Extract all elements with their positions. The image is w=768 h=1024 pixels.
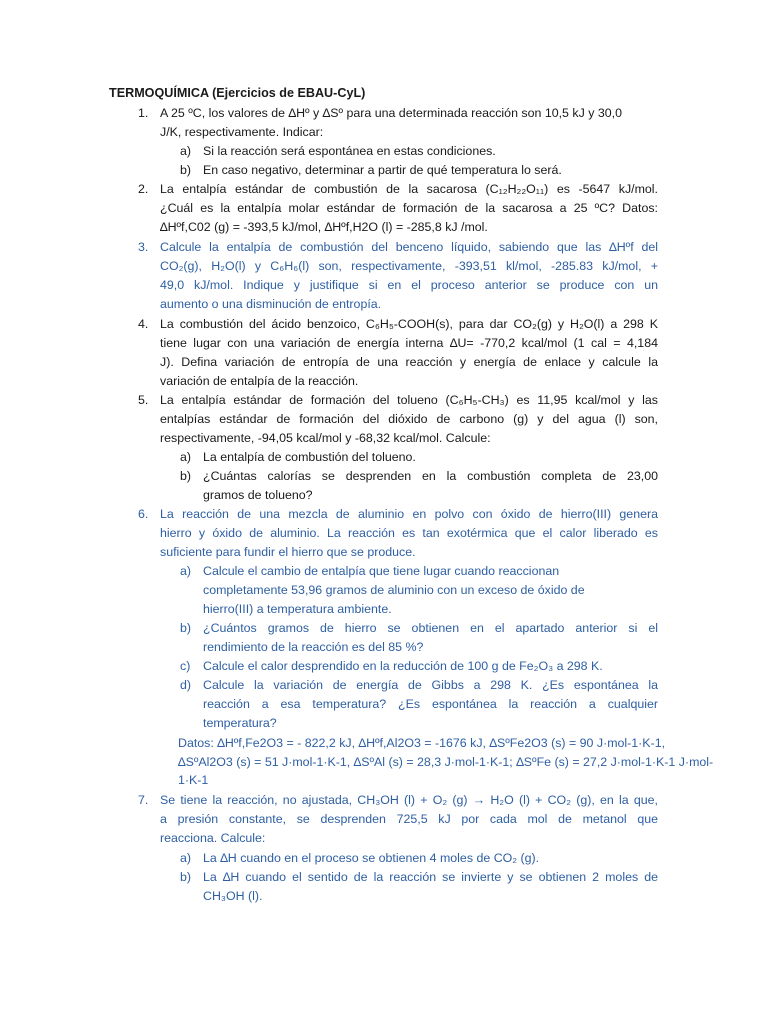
exercise-6d-line-1: Calcule la variación de energía de Gibbs a 298 K. ¿Es espontánea la <box>203 678 658 692</box>
exercise-2-number: 2. <box>138 182 149 196</box>
exercise-2-line-3: ∆Hºf,C02 (g) = -393,5 kJ/mol, ∆Hºf,H2O (l) = -285,8 kJ /mol. <box>160 220 488 234</box>
exercise-6a-line-3: hierro(III) a temperatura ambiente. <box>203 602 392 616</box>
exercise-6b-label: b) <box>180 621 192 635</box>
exercise-2-line-2: ¿Cuál es la entalpía molar estándar de formación de la sacarosa a 25 ºC? Datos: <box>160 201 658 215</box>
exercise-6-datos-line-1: Datos: ∆Hºf,Fe2O3 = - 822,2 kJ, ∆Hºf,Al2O3 = -1676 kJ, ∆SºFe2O3 (s) = 90 J·mol-1·K-1, <box>178 736 666 750</box>
exercise-5-number: 5. <box>138 393 149 407</box>
exercise-5a-text: La entalpía de combustión del tolueno. <box>203 450 416 464</box>
exercise-6c-text: Calcule el calor desprendido en la reducción de 100 g de Fe₂O₃ a 298 K. <box>203 659 603 673</box>
exercise-2-line-1: La entalpía estándar de combustión de la sacarosa (C₁₂H₂₂O₁₁) es -5647 kJ/mol. <box>160 182 658 196</box>
exercise-6-number: 6. <box>138 507 149 521</box>
exercise-1a-text: Si la reacción será espontánea en estas condiciones. <box>203 144 496 158</box>
exercise-6d-label: d) <box>180 678 192 692</box>
exercise-1b-text: En caso negativo, determinar a partir de qué temperatura lo será. <box>203 163 562 177</box>
exercise-6d-line-2: reacción a esa temperatura? ¿Es espontánea la reacción a cualquier <box>203 697 658 711</box>
exercise-1-line-2: J/K, respectivamente. Indicar: <box>160 125 324 139</box>
exercise-7b-line-1: La ∆H cuando el sentido de la reacción se invierte y se obtienen 2 moles de <box>203 870 658 884</box>
exercise-6-line-2: hierro y óxido de aluminio. La reacción es tan exotérmica que el calor liberado es <box>160 526 658 540</box>
exercise-5b-label: b) <box>180 469 192 483</box>
exercise-5-line-2: entalpías estándar de formación del dióxido de carbono (g) y del agua (l) son, <box>160 412 658 426</box>
exercise-6-datos-line-3: 1·K-1 <box>178 773 209 787</box>
exercise-6a-label: a) <box>180 564 192 578</box>
exercise-7-line-1: Se tiene la reacción, no ajustada, CH₃OH (l) + O₂ (g) → H₂O (l) + CO₂ (g), en la que, <box>160 793 658 807</box>
exercise-4-line-2: tiene lugar con una variación de energía interna ∆U= -770,2 kcal/mol (1 cal = 4,184 <box>160 336 658 350</box>
exercise-3-line-4: aumento o una disminución de entropía. <box>160 297 382 311</box>
exercise-7b-label: b) <box>180 870 192 884</box>
exercise-1b-label: b) <box>180 163 192 177</box>
exercise-6b-line-2: rendimiento de la reacción es del 85 %? <box>203 640 424 654</box>
exercise-6d-line-3: temperatura? <box>203 716 277 730</box>
exercise-7b-line-2: CH₃OH (l). <box>203 889 263 903</box>
exercise-1-line-1: A 25 ºC, los valores de ∆Hº y ∆Sº para una determinada reacción son 10,5 kJ y 30,0 <box>160 106 622 120</box>
exercise-3-line-3: 49,0 kJ/mol. Indique y justifique si en el proceso anterior se produce con un <box>160 278 658 292</box>
exercise-4-line-4: variación de entalpía de la reacción. <box>160 374 359 388</box>
exercise-7-number: 7. <box>138 793 149 807</box>
exercise-7-line-3: reacciona. Calcule: <box>160 831 266 845</box>
exercise-6a-line-1: Calcule el cambio de entalpía que tiene lugar cuando reaccionan <box>203 564 560 578</box>
exercise-6-line-3: suficiente para fundir el hierro que se produce. <box>160 545 416 559</box>
exercise-6b-line-1: ¿Cuántos gramos de hierro se obtienen en el apartado anterior si el <box>203 621 658 635</box>
exercise-4-number: 4. <box>138 317 149 331</box>
exercise-3-line-1: Calcule la entalpía de combustión del benceno líquido, sabiendo que las ∆Hºf del <box>160 240 658 254</box>
exercise-5b-line-2: gramos de tolueno? <box>203 488 313 502</box>
exercise-1a-label: a) <box>180 144 192 158</box>
exercise-7-line-2: a presión constante, se desprenden 725,5 kJ por cada mol de metanol que <box>160 812 658 826</box>
document-title: TERMOQUÍMICA (Ejercicios de EBAU-CyL) <box>109 86 366 100</box>
exercise-6c-label: c) <box>180 659 191 673</box>
exercise-6-datos-line-2: ∆SºAl2O3 (s) = 51 J·mol-1·K-1, ∆SºAl (s) = 28,3 J·mol-1·K-1; ∆SºFe (s) = 27,2 J·mol-1·K-1 J·mol- <box>178 755 714 769</box>
exercise-6-line-1: La reacción de una mezcla de aluminio en polvo con óxido de hierro(III) genera <box>160 507 658 521</box>
exercise-5a-label: a) <box>180 450 192 464</box>
exercise-5b-line-1: ¿Cuántas calorías se desprenden en la combustión completa de 23,00 <box>203 469 658 483</box>
exercise-3-number: 3. <box>138 240 149 254</box>
exercise-6a-line-2: completamente 53,96 gramos de aluminio con un exceso de óxido de <box>203 583 585 597</box>
exercise-3-line-2: CO₂(g), H₂O(l) y C₆H₆(l) son, respectivamente, -393,51 kl/mol, -285.83 kJ/mol, + <box>160 259 658 273</box>
exercise-4-line-1: La combustión del ácido benzoico, C₆H₅-COOH(s), para dar CO₂(g) y H₂O(l) a 298 K <box>160 317 658 331</box>
exercise-1-number: 1. <box>138 106 149 120</box>
exercise-7a-label: a) <box>180 851 192 865</box>
exercise-5-line-3: respectivamente, -94,05 kcal/mol y -68,32 kcal/mol. Calcule: <box>160 431 491 445</box>
exercise-5-line-1: La entalpía estándar de formación del tolueno (C₆H₅-CH₃) es 11,95 kcal/mol y las <box>160 393 658 407</box>
exercise-7a-text: La ∆H cuando en el proceso se obtienen 4 moles de CO₂ (g). <box>203 851 540 865</box>
exercise-4-line-3: J). Defina variación de entropía de una reacción y energía de enlace y calcule la <box>160 355 658 369</box>
